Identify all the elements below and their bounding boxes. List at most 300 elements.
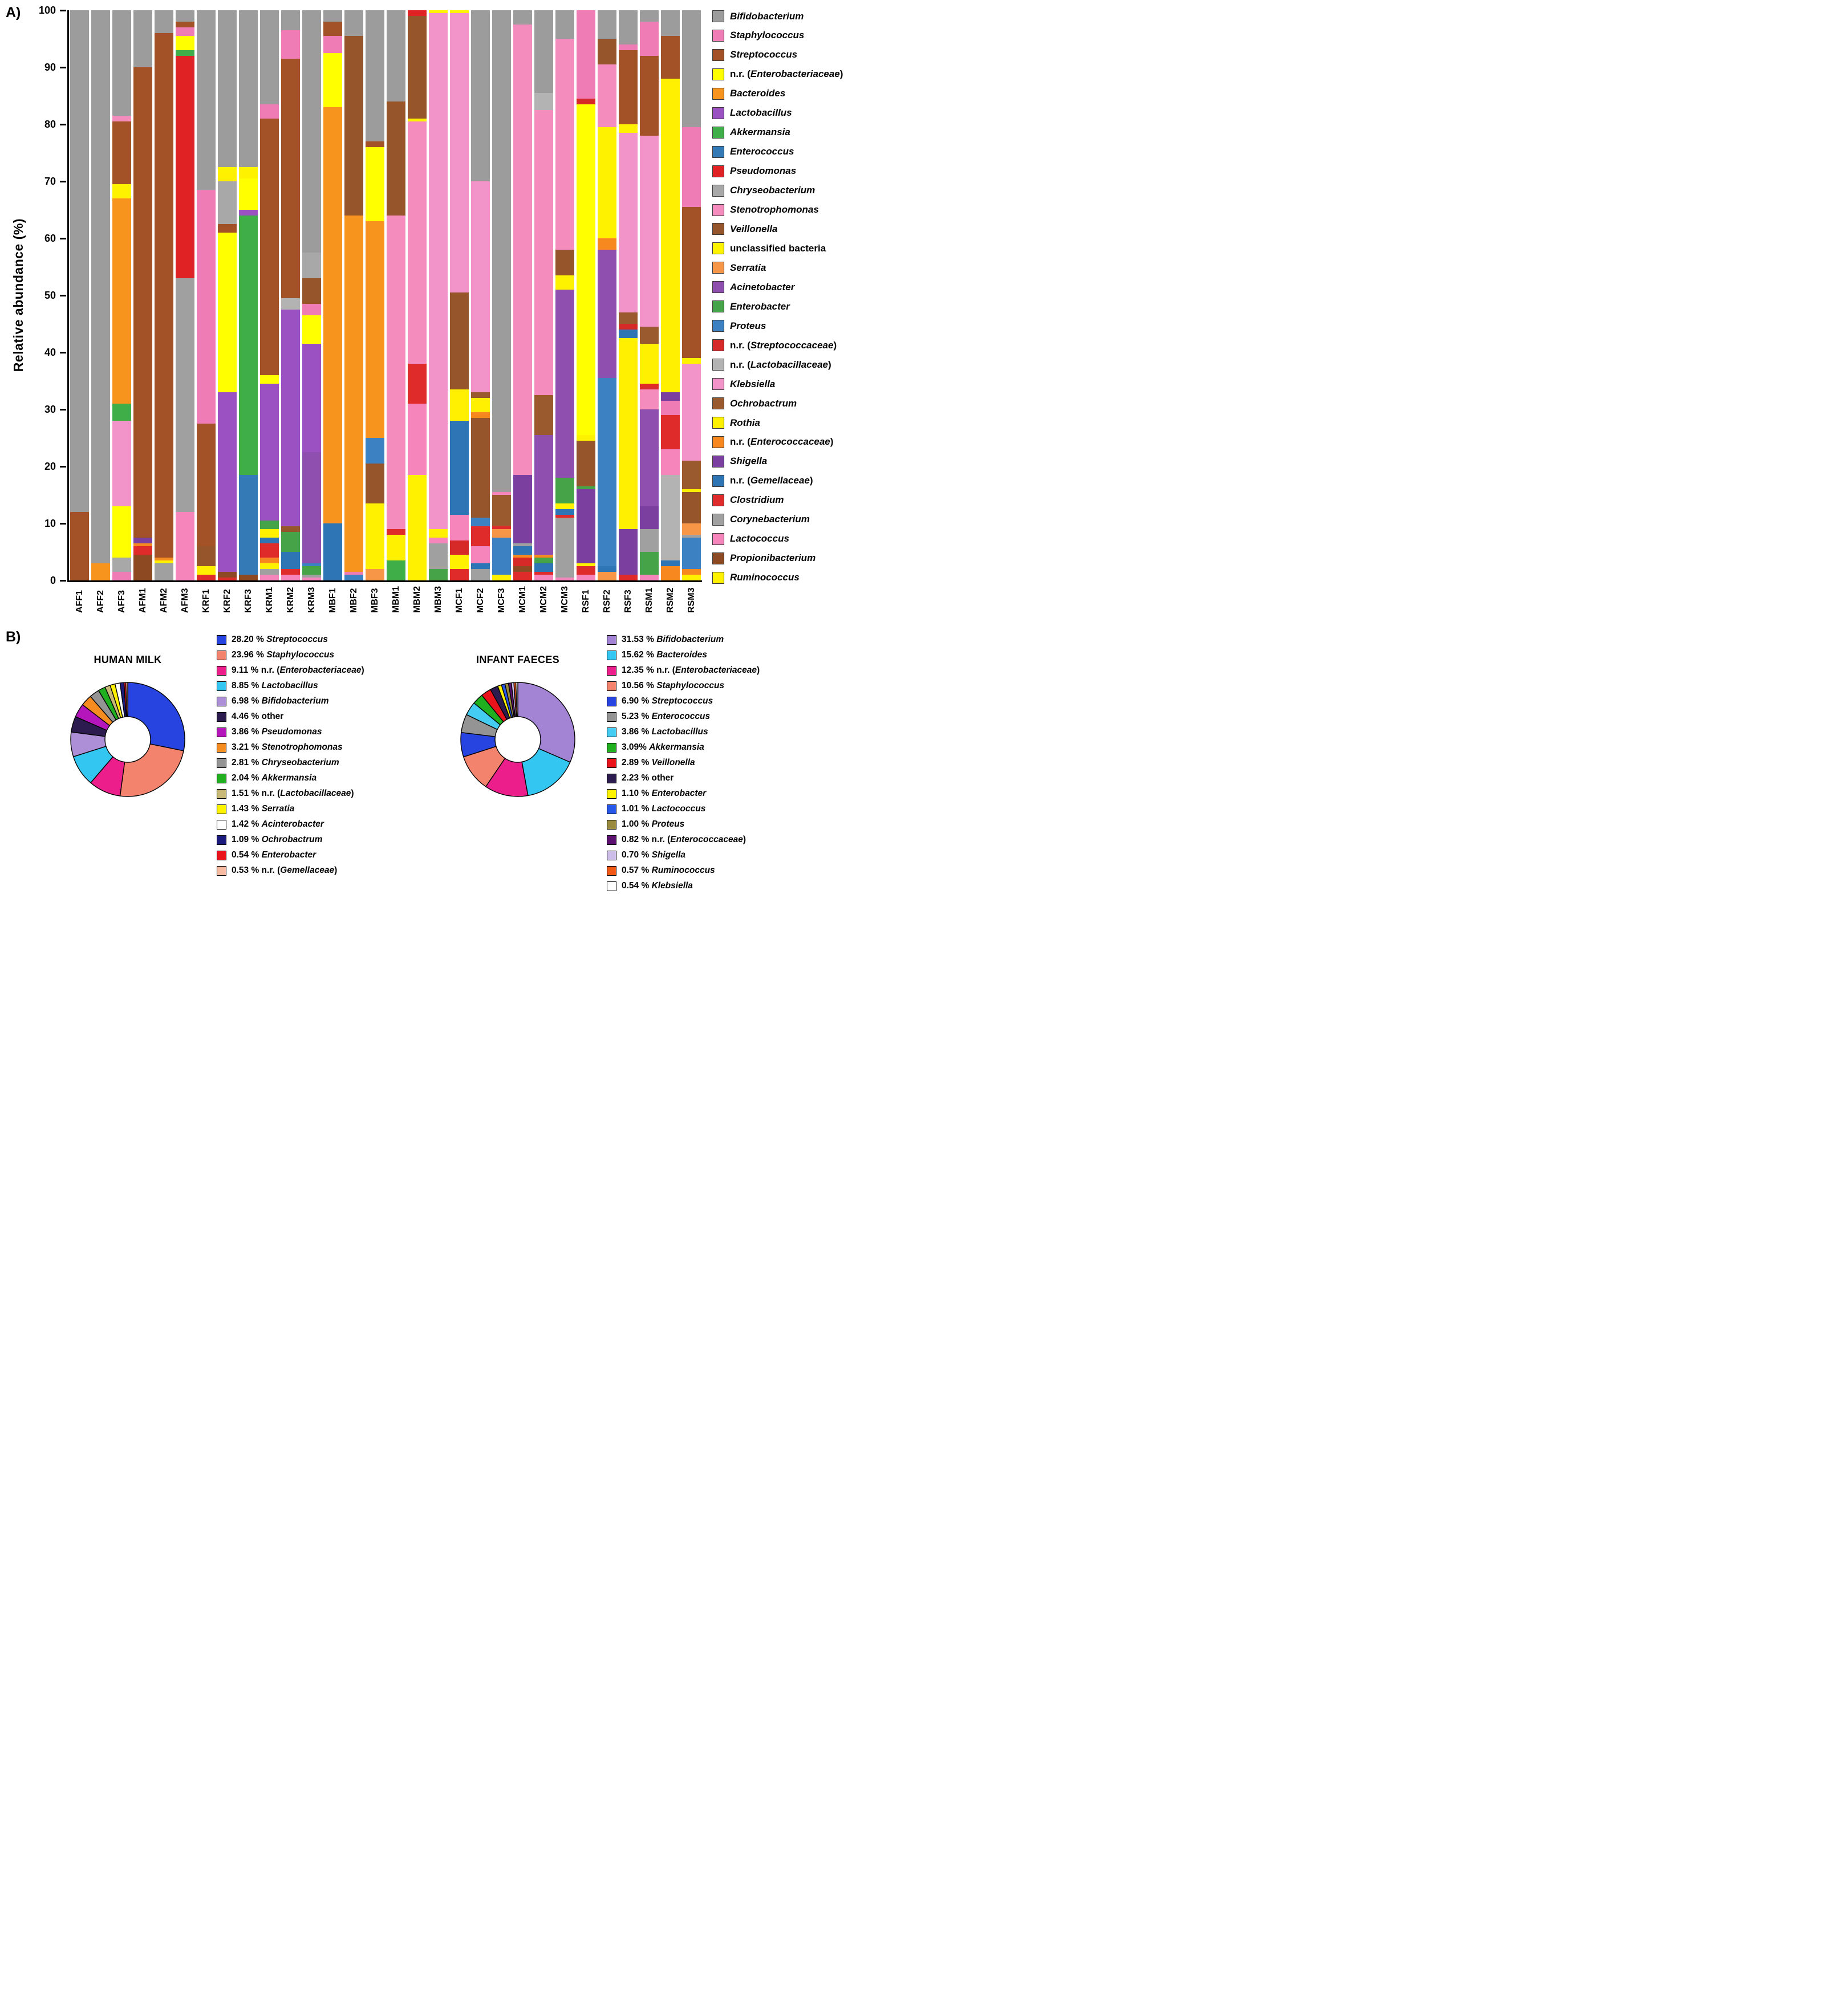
bar-segment	[429, 529, 448, 538]
bar-segment	[513, 572, 532, 580]
bar-segment	[577, 10, 595, 99]
bar-segment	[260, 558, 279, 563]
bar-segment	[640, 22, 659, 56]
x-label-text: RSF2	[602, 590, 612, 613]
bar-segment	[534, 558, 553, 563]
bar-segment	[640, 56, 659, 136]
bar-segment	[112, 572, 131, 580]
bar-segment	[640, 136, 659, 327]
pie-legend-item	[607, 804, 819, 814]
legend-label: 6.90 % Streptococcus	[622, 696, 713, 706]
human-milk-donut-chart	[68, 680, 188, 799]
pie-legend-item	[607, 881, 819, 891]
bar-MBF1	[323, 10, 342, 580]
y-tick-label: 80	[44, 119, 56, 130]
pie-legend-item	[217, 865, 429, 876]
x-label-AFM3	[176, 586, 194, 613]
bar-segment	[577, 489, 595, 563]
bar-segment	[133, 546, 152, 555]
x-label-text: MBF2	[348, 588, 359, 613]
bar-segment	[471, 563, 490, 569]
bar-segment	[176, 27, 194, 36]
bar-segment	[492, 575, 511, 580]
pie-legend-item	[217, 788, 429, 799]
bar-segment	[302, 344, 321, 452]
x-label-MBM3	[429, 586, 448, 613]
taxa-legend-item	[712, 436, 843, 448]
taxa-legend-item	[712, 68, 843, 80]
bar-AFF2	[91, 10, 110, 580]
bar-segment	[197, 424, 216, 546]
bar-segment	[640, 344, 659, 384]
bar-segment	[176, 50, 194, 56]
bar-segment	[239, 575, 258, 580]
legend-swatch	[217, 789, 226, 799]
x-label-text: KRF3	[243, 589, 253, 613]
x-label-text: KRM3	[306, 587, 317, 613]
taxa-legend-item	[712, 320, 843, 332]
legend-label: 4.46 % other	[232, 712, 284, 722]
bar-segment	[260, 104, 279, 119]
legend-label: 8.85 % Lactobacillus	[232, 681, 318, 691]
y-tick-label: 70	[44, 176, 56, 187]
taxa-legend-item	[712, 242, 843, 254]
x-label-text: MBM3	[433, 586, 443, 613]
taxa-legend-item	[712, 494, 843, 506]
pie-legend-item	[607, 850, 819, 860]
legend-label: 1.42 % Acinterobacter	[232, 819, 324, 830]
legend-swatch	[712, 572, 724, 584]
y-tick-label: 30	[44, 404, 56, 415]
y-tick-mark	[60, 466, 66, 468]
bar-segment	[155, 563, 173, 580]
bar-segment	[577, 435, 595, 441]
infant-faeces-donut-chart	[458, 680, 578, 799]
bar-segment	[176, 22, 194, 27]
bar-segment	[682, 569, 701, 575]
x-label-text: MBM2	[412, 586, 422, 613]
bar-segment	[577, 575, 595, 580]
legend-swatch	[217, 774, 226, 783]
bar-segment	[260, 521, 279, 529]
pie-legend-item	[217, 819, 429, 830]
taxa-legend-item	[712, 223, 843, 235]
legend-swatch	[712, 475, 724, 487]
bar-KRF3	[239, 10, 258, 580]
pie-legend-item	[607, 727, 819, 737]
legend-label: 0.54 % Enterobacter	[232, 850, 317, 860]
x-label-text: AFF2	[95, 590, 106, 613]
bar-segment	[260, 529, 279, 538]
legend-label: Pseudomonas	[730, 165, 797, 177]
x-label-KRM3	[302, 586, 321, 613]
legend-swatch	[712, 165, 724, 177]
bar-segment	[366, 10, 384, 141]
legend-label: 23.96 % Staphylococcus	[232, 650, 335, 660]
bar-segment	[534, 395, 553, 435]
legend-swatch	[712, 107, 724, 119]
bar-segment	[640, 552, 659, 575]
x-label-MBF3	[366, 586, 384, 613]
pie-legend-item	[217, 727, 429, 737]
x-label-text: MCM1	[517, 586, 528, 613]
bar-segment	[450, 292, 469, 389]
legend-swatch	[712, 533, 724, 545]
bar-segment	[302, 315, 321, 344]
bar-segment	[619, 133, 638, 312]
bar-segment	[534, 435, 553, 555]
bar-segment	[619, 44, 638, 50]
bar-segment	[281, 552, 300, 569]
legend-swatch	[712, 223, 724, 235]
bar-segment	[513, 10, 532, 25]
bar-segment	[387, 535, 405, 560]
bar-segment	[661, 415, 680, 449]
bar-segment	[598, 566, 616, 572]
legend-swatch	[217, 743, 226, 753]
legend-label: 2.23 % other	[622, 773, 674, 783]
bar-segment	[197, 10, 216, 190]
bar-MCM3	[555, 10, 574, 580]
x-label-KRF2	[218, 586, 237, 613]
legend-label: Acinetobacter	[730, 281, 795, 292]
legend-label: unclassified bacteria	[730, 242, 826, 254]
bar-segment	[534, 575, 553, 580]
bar-segment	[598, 250, 616, 378]
bar-MCF2	[471, 10, 490, 580]
legend-swatch	[607, 866, 616, 876]
legend-swatch	[607, 835, 616, 845]
legend-swatch	[712, 359, 724, 371]
bar-RSM3	[682, 10, 701, 580]
bar-segment	[344, 216, 363, 572]
bar-segment	[577, 99, 595, 104]
bar-segment	[302, 578, 321, 580]
bar-segment	[112, 116, 131, 121]
bar-segment	[429, 543, 448, 569]
x-label-MCF2	[471, 586, 490, 613]
legend-swatch	[712, 185, 724, 197]
bar-segment	[534, 110, 553, 395]
taxa-legend-item	[712, 572, 843, 584]
bar-segment	[112, 198, 131, 404]
legend-label: 0.82 % n.r. (Enterococcaceae)	[622, 835, 746, 845]
bar-segment	[260, 375, 279, 384]
legend-swatch	[712, 146, 724, 158]
legend-swatch	[217, 851, 226, 860]
x-label-text: KRM1	[264, 587, 274, 613]
bar-segment	[176, 512, 194, 580]
legend-swatch	[607, 851, 616, 860]
legend-label: 3.86 % Lactobacillus	[622, 727, 708, 737]
bar-segment	[387, 529, 405, 535]
bar-segment	[619, 529, 638, 575]
bar-segment	[281, 59, 300, 298]
legend-label: Lactobacillus	[730, 107, 792, 119]
bar-segment	[450, 555, 469, 569]
legend-swatch	[712, 68, 724, 80]
legend-label: 0.70 % Shigella	[622, 850, 685, 860]
bar-segment	[555, 509, 574, 515]
infant-faeces-title: INFANT FAECES	[476, 654, 559, 666]
bar-segment	[91, 10, 110, 563]
taxa-legend-item	[712, 533, 843, 545]
bar-segment	[492, 538, 511, 575]
taxa-legend-item	[712, 552, 843, 564]
legend-label: 12.35 % n.r. (Enterobacteriaceae)	[622, 665, 760, 676]
bar-segment	[619, 575, 638, 580]
bar-segment	[471, 10, 490, 181]
x-label-text: RSM2	[665, 587, 675, 613]
legend-swatch	[607, 881, 616, 891]
legend-swatch	[607, 758, 616, 768]
legend-swatch	[607, 651, 616, 660]
bar-segment	[112, 421, 131, 506]
bar-segment	[682, 538, 701, 569]
legend-label: 2.89 % Veillonella	[622, 758, 695, 768]
legend-swatch	[712, 300, 724, 312]
legend-label: 1.10 % Enterobacter	[622, 788, 707, 799]
bar-segment	[598, 572, 616, 580]
bar-segment	[429, 538, 448, 543]
bar-segment	[450, 569, 469, 580]
bar-segment	[598, 127, 616, 238]
bar-AFF3	[112, 10, 131, 580]
legend-swatch	[607, 743, 616, 753]
bar-segment	[302, 566, 321, 575]
legend-swatch	[712, 397, 724, 409]
legend-label: 0.53 % n.r. (Gemellaceae)	[232, 865, 338, 876]
bar-segment	[682, 10, 701, 127]
bar-segment	[640, 529, 659, 552]
x-label-text: KRF2	[222, 589, 232, 613]
bar-segment	[619, 338, 638, 529]
x-label-AFF3	[112, 586, 131, 613]
bar-segment	[302, 278, 321, 304]
bar-segment	[450, 13, 469, 292]
bar-segment	[471, 569, 490, 580]
bar-MCM2	[534, 10, 553, 580]
x-label-MBF1	[323, 586, 342, 613]
bar-segment	[281, 532, 300, 552]
legend-swatch	[712, 552, 724, 564]
x-label-MCM1	[513, 586, 532, 613]
x-label-text: MCF3	[496, 588, 506, 613]
bar-segment	[513, 566, 532, 572]
x-label-MBF2	[344, 586, 363, 613]
legend-label: 31.53 % Bifidobacterium	[622, 635, 724, 645]
bar-segment	[366, 503, 384, 569]
pie-slice-Staphylococcus	[120, 744, 184, 796]
human-milk-legend	[217, 632, 429, 891]
bar-segment	[619, 330, 638, 338]
legend-swatch	[712, 456, 724, 468]
bar-segment	[112, 404, 131, 421]
bar-segment	[577, 104, 595, 435]
x-label-text: AFF1	[74, 590, 84, 613]
taxa-legend-item	[712, 165, 843, 177]
x-label-text: AFM3	[180, 588, 190, 613]
bar-segment	[239, 475, 258, 575]
legend-swatch	[217, 758, 226, 768]
x-label-RSM1	[640, 586, 659, 613]
bar-segment	[218, 233, 237, 392]
taxa-legend-item	[712, 378, 843, 390]
legend-label: Proteus	[730, 320, 766, 331]
bar-segment	[450, 389, 469, 421]
bar-segment	[133, 10, 152, 67]
pie-legend-item	[607, 650, 819, 660]
bar-segment	[344, 10, 363, 36]
y-tick-label: 0	[50, 575, 56, 586]
x-label-RSM3	[682, 586, 701, 613]
x-label-MCM2	[534, 586, 553, 613]
bar-segment	[682, 127, 701, 207]
bar-segment	[682, 364, 701, 461]
y-tick-mark	[60, 580, 66, 582]
bar-segment	[555, 518, 574, 578]
legend-label: Klebsiella	[730, 378, 776, 389]
bar-KRM1	[260, 10, 279, 580]
bar-segment	[218, 578, 237, 580]
legend-label: Clostridium	[730, 494, 784, 506]
bar-segment	[661, 560, 680, 566]
bar-segment	[619, 324, 638, 330]
bar-segment	[598, 10, 616, 39]
bar-segment	[429, 13, 448, 529]
bar-segment	[682, 461, 701, 489]
legend-swatch	[217, 804, 226, 814]
infant-faeces-legend	[607, 632, 819, 891]
legend-label: Shigella	[730, 456, 768, 467]
bar-segment	[218, 167, 237, 173]
bar-segment	[366, 221, 384, 438]
x-label-MCM3	[555, 586, 574, 613]
bar-segment	[450, 421, 469, 515]
legend-swatch	[712, 320, 724, 332]
bar-segment	[408, 10, 427, 16]
bar-segment	[619, 50, 638, 124]
pie-legend-item	[217, 804, 429, 814]
legend-swatch	[217, 820, 226, 830]
bar-segment	[70, 10, 89, 512]
bar-segment	[218, 572, 237, 578]
legend-label: n.r. (Streptococcaceae)	[730, 339, 837, 351]
bar-segment	[682, 358, 701, 364]
bar-segment	[682, 207, 701, 358]
bar-segment	[661, 449, 680, 475]
bar-segment	[176, 10, 194, 22]
bar-segment	[471, 518, 490, 526]
x-label-text: AFM2	[159, 588, 169, 613]
bar-segment	[555, 478, 574, 503]
taxa-legend-item	[712, 300, 843, 312]
bar-segment	[682, 523, 701, 535]
x-label-MBM1	[387, 586, 405, 613]
plot-column	[31, 5, 702, 613]
bar-segment	[471, 392, 490, 398]
legend-swatch	[712, 339, 724, 351]
bar-segment	[366, 147, 384, 221]
legend-label: Bacteroides	[730, 88, 786, 99]
legend-label: 1.51 % n.r. (Lactobacillaceae)	[232, 788, 354, 799]
bar-segment	[218, 392, 237, 572]
legend-label: 5.23 % Enterococcus	[622, 712, 711, 722]
bar-RSM1	[640, 10, 659, 580]
bar-MCF1	[450, 10, 469, 580]
pie-legend-item	[607, 742, 819, 753]
pie-legend-item	[217, 742, 429, 753]
pie-legend-item	[217, 835, 429, 845]
bar-segment	[197, 546, 216, 566]
bar-segment	[471, 181, 490, 392]
bar-segment	[366, 141, 384, 147]
bar-segment	[598, 64, 616, 127]
bar-segment	[323, 523, 342, 580]
pie-legend-item	[217, 850, 429, 860]
legend-swatch	[217, 635, 226, 645]
pie-legend-item	[607, 635, 819, 645]
bar-segment	[323, 10, 342, 22]
legend-label: 1.43 % Serratia	[232, 804, 295, 814]
legend-swatch	[217, 697, 226, 706]
bar-segment	[598, 378, 616, 566]
pie-slice-Bifidobacterium	[518, 682, 575, 762]
x-label-AFF1	[70, 586, 89, 613]
legend-label: Enterobacter	[730, 300, 790, 312]
legend-swatch	[217, 651, 226, 660]
legend-label: Streptococcus	[730, 49, 798, 60]
pie-legend-item	[607, 712, 819, 722]
bar-segment	[661, 79, 680, 392]
pie-legend-item	[217, 696, 429, 706]
bar-KRF1	[197, 10, 216, 580]
legend-swatch	[607, 666, 616, 676]
y-tick-label: 40	[44, 347, 56, 358]
bar-segment	[640, 506, 659, 529]
x-label-text: AFF3	[116, 590, 127, 613]
bar-segment	[555, 578, 574, 580]
legend-swatch	[712, 204, 724, 216]
bar-segment	[218, 224, 237, 233]
y-axis-title: Relative abundance (%)	[10, 218, 26, 372]
y-tick-label: 60	[44, 233, 56, 244]
legend-label: Stenotrophomonas	[730, 204, 819, 216]
bar-segment	[640, 327, 659, 344]
legend-label: Bifidobacterium	[730, 10, 804, 22]
x-label-MCF1	[450, 586, 469, 613]
bar-AFF1	[70, 10, 89, 580]
taxa-legend-item	[712, 127, 843, 139]
legend-label: n.r. (Enterobacteriaceae)	[730, 68, 843, 80]
bar-segment	[661, 566, 680, 580]
taxa-legend	[712, 10, 843, 584]
pie-legend-item	[217, 758, 429, 768]
legend-label: Enterococcus	[730, 146, 794, 157]
bar-MBM2	[408, 10, 427, 580]
legend-swatch	[217, 681, 226, 691]
legend-swatch	[607, 727, 616, 737]
pie-legend-item	[217, 712, 429, 722]
bar-segment	[260, 10, 279, 104]
bar-segment	[408, 16, 427, 119]
x-label-text: MBF1	[327, 588, 338, 613]
bar-segment	[408, 404, 427, 475]
x-label-RSF1	[577, 586, 595, 613]
legend-swatch	[712, 10, 724, 22]
legend-swatch	[712, 514, 724, 526]
bar-segment	[239, 210, 258, 216]
